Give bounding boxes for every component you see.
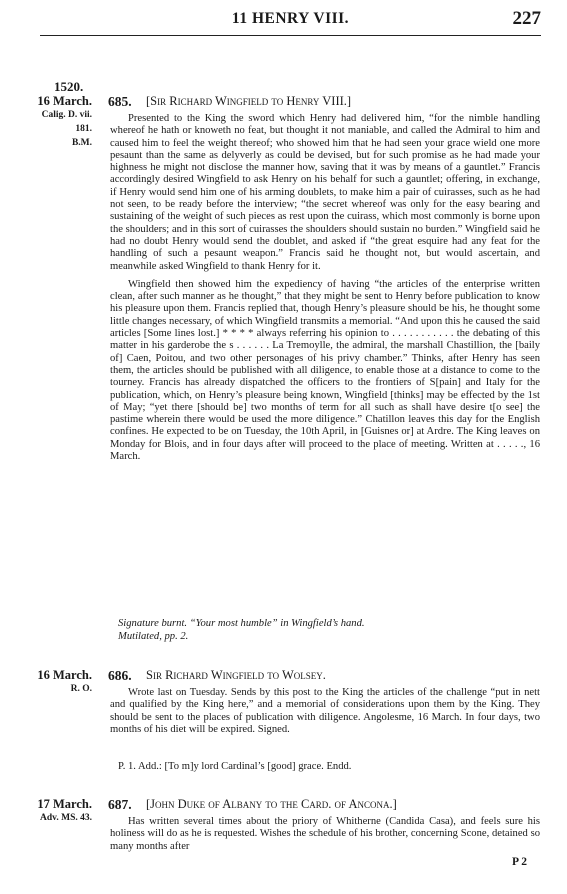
signature-mark: P 2	[511, 856, 527, 868]
entry-number: 687.	[108, 797, 132, 812]
entry-title-text: [Sir Richard Wingfield to Henry VIII.]	[146, 94, 352, 108]
entry-number: 685.	[108, 94, 132, 109]
entry-title	[146, 94, 351, 109]
entry-body	[110, 113, 540, 463]
running-header	[40, 8, 541, 32]
entry-body	[110, 687, 540, 736]
source-ref: Calig. D. vii.	[41, 110, 92, 120]
entry-body	[110, 816, 540, 853]
entry-title-text: [John Duke of Albany to the Card. of Ancona.]	[146, 797, 397, 811]
entry-paragraph: Presented to the King the sword which Henry had delivered him, “for the nimble handling whereof he hath or knoweth no feat, but thought it not maniable, and called the Admiral to him and caused him to feel the weight thereof; who showed him that he had seen your grace wield one more pesaunt than the same as delyverly as could be devised, but for such promise as he had made your highness he might not disclose the manner how, saving that it was by means of a gauntlet.” Francis accordingly desired Wingfield to ask Henry on his behalf for such a gauntlet; offering, in exchange, if Henry would send him one of his arming doublets, to make him a pair of cuirasses, such as he had not seen, to be ready before the interview; “the secret whereof was only for the easy bearing and sustaining of the weight of such pieces as rest upon the cuirass, which most commonly is borne upon the shoulders; and in this sort of cuirasses the shoulders should sustain no burden.” Wingfield said he had no doubt Henry would send the doublet, and asked if “the great esquire had any feat for the handling of such a pesaunt weapon.” Francis said he thought not, but would ascertain, and meanwhile asked Wingfield to thank Henry for it.	[110, 113, 540, 272]
entry-date: 16 March.	[37, 94, 92, 108]
entry-title-text: Sir Richard Wingfield to Wolsey.	[146, 668, 326, 682]
page-number: 227	[512, 8, 541, 29]
margin-notes	[20, 668, 92, 696]
entry-title	[146, 797, 397, 812]
entry-notes	[118, 761, 538, 774]
year-heading: 1520.	[54, 79, 84, 94]
entry-paragraph: Has written several times about the priory of Whitherne (Candida Casa), and feels sure his holiness will do as he is requested. Wishes the schedule of his brother, concerning Scone, detained so many months after	[110, 816, 540, 852]
running-title: 11 HENRY VIII.	[231, 10, 350, 27]
source-ref: R. O.	[70, 684, 92, 694]
header-rule	[40, 35, 541, 36]
entry-note: P. 1. Add.: [To m]y lord Cardinal’s [good] grace. Endd.	[118, 761, 352, 772]
margin-notes	[20, 94, 92, 150]
margin-notes	[20, 797, 92, 825]
source-ref: B.M.	[71, 138, 92, 148]
entry-date: 17 March.	[37, 797, 92, 811]
entry-notes	[118, 618, 538, 643]
entry-date: 16 March.	[37, 668, 92, 682]
entry-number: 686.	[108, 668, 132, 683]
source-ref: 181.	[75, 124, 92, 134]
entry-paragraph: Wrote last on Tuesday. Sends by this post to the King the articles of the challenge “put in nett and qualified by the King here,” and a memorial of considerations upon them by the King. They should be sent to the places of publication with diligence. Angolesme, 16 March. In four days, two months of his diet will be expired. Signed.	[110, 687, 540, 735]
entry-note: Signature burnt. “Your most humble” in Wingfield’s hand.	[118, 618, 365, 629]
entry-title	[146, 668, 326, 683]
entry-paragraph: Wingfield then showed him the expediency of having “the articles of the enterprise written clean, after such manner as he thought,” that they might be sent to Henry before publication to know his pleasure upon them. Francis replied that, though Henry’s pleasure should be his, he thought some little changes necessary, of which Wingfield transmits a memorial. “And upon this he caused the said articles [Some lines lost.] * * * * always referring his opinion to . . . . . . . . . . . the debating of this matter in his garderobe the s . . . . . . La Tremoylle, the admiral, the marshall Chastillion, the [baily of] Caen, Poitou, and two other personages of his privy chamber.” Thinks, after Henry has seen them, the articles should be published with all diligence, to enable those at a distance to come to the tourney. Francis has already dispatched the officers to the frontiers of S[pain] and Italy for the publication, which, on Henry’s pleasure being known, Wingfield [thinks] may be effected by the 1st of May; “yet there [should be] two months of term for all such as shall have desire t[o see] the pastime wherein there would be used the more diligence.” Chatillon leaves this day for the English confines. He expected to be on Tuesday, the 10th April, in [Guisnes or] at Ardre. The King leaves on Monday for Blois, and in four days after will proceed to the place of meeting. Written at . . . . ., 16 March.	[110, 278, 540, 463]
source-ref: Adv. MS. 43.	[40, 813, 92, 823]
entry-note: Mutilated, pp. 2.	[118, 630, 189, 642]
